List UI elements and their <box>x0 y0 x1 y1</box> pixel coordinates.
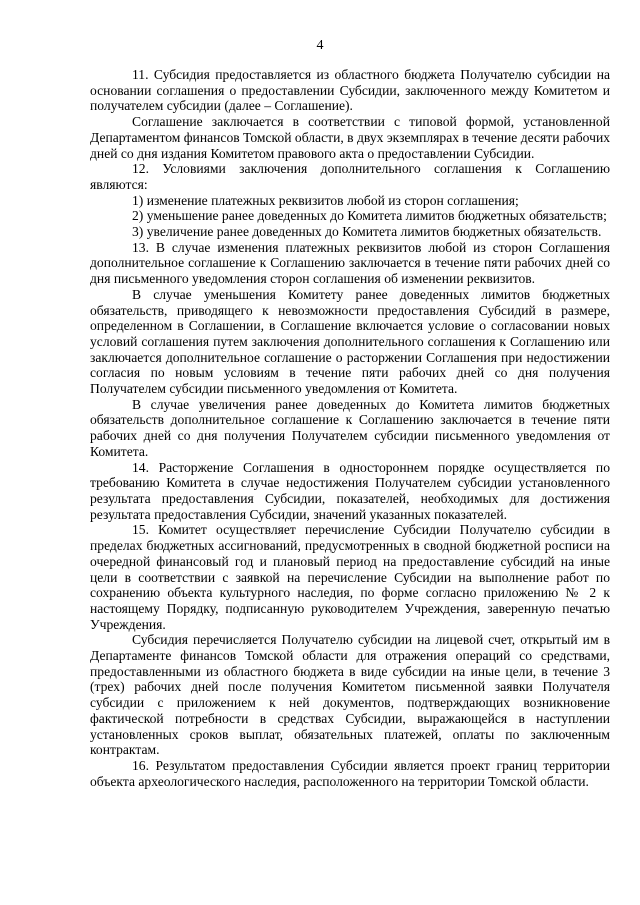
list-item-3: 3) увеличение ранее доведенных до Комитета лимитов бюджетных обязательств. <box>132 224 602 240</box>
paragraph-16: 16. Результатом предоставления Субсидии является проект границ территории объекта археологического наследия, расположенного на территории Томской области. <box>90 757 610 789</box>
document-body <box>90 67 610 789</box>
list-item-2: 2) уменьшение ранее доведенных до Комитета лимитов бюджетных обязательств; <box>132 208 607 224</box>
paragraph-15: 15. Комитет осуществляет перечисление Субсидии Получателю субсидии в пределах бюджетных ассигнований, предусмотренных в сводной бюджетной росписи на очередной финансовый год и плановый период на предоставление субсидий на иные цели в соответствии с заявкой на перечисление Субсидии на выполнение работ по сохранению объекта культурного наследия, по форме согласно приложению № 2 к настоящему Порядку, подписанную руководителем Учреждения, заверенную печатью Учреждения. <box>90 522 610 632</box>
list-item-1: 1) изменение платежных реквизитов любой из сторон соглашения; <box>132 192 519 208</box>
paragraph-13: 13. В случае изменения платежных реквизитов любой из сторон Соглашения дополнительное соглашение к Соглашению заключается в течение пяти рабочих дней со дня письменного уведомления сторон соглашения об изменении реквизитов. <box>90 239 610 287</box>
paragraph-transfer: Субсидия перечисляется Получателю субсидии на лицевой счет, открытый им в Департаменте финансов Томской области для отражения операций со средствами, предоставленными из областного бюджета в виде субсидии на иные цели, в течение 3 (трех) рабочих дней после получения Комитетом письменной заявки Получателя субсидии с приложением к ней документов, подтверждающих возникновение фактической потребности в средствах Субсидии, выражающейся в наступлении установленных сроков выплат, обязательных платежей, оплаты по заключенным контрактам. <box>90 632 610 758</box>
paragraph-11: 11. Субсидия предоставляется из областного бюджета Получателю субсидии на основании соглашения о предоставлении Субсидии, заключенного между Комитетом и получателем субсидии (далее – Соглашение). <box>90 67 610 114</box>
paragraph-14: 14. Расторжение Соглашения в одностороннем порядке осуществляется по требованию Комитета в случае недостижения Получателем субсидии установленного результата предоставления Субсидии, показателей, необходимых для достижения результата предоставления Субсидии, значений указанных показателей. <box>90 459 610 522</box>
paragraph-agreement-terms: Соглашение заключается в соответствии с типовой формой, установленной Департаментом финансов Томской области, в двух экземплярах в течение десяти рабочих дней со дня издания Комитетом правового акта о предоставлении Субсидии. <box>90 114 611 161</box>
paragraph-12: 12. Условиями заключения дополнительного соглашения к Соглашению являются: <box>90 161 610 192</box>
page-number: 4 <box>316 38 324 53</box>
paragraph-limits-increase: В случае увеличения ранее доведенных до Комитета лимитов бюджетных обязательств дополнительное соглашение к Соглашению заключается в течение пяти рабочих дней со дня получения Получателем субсидии письменного уведомления от Комитета. <box>90 396 610 459</box>
paragraph-limits-decrease: В случае уменьшения Комитету ранее доведенных лимитов бюджетных обязательств, приводящего к невозможности предоставления Субсидий в размере, определенном в Соглашении, в Соглашение включается условие о согласовании новых условий соглашения путем заключения дополнительного соглашения к Соглашению или заключается дополнительное соглашение о расторжении Соглашения при недостижении согласия по новым условиям в течение пяти рабочих дней со дня получения Получателем субсидии письменного уведомления от Комитета. <box>90 286 610 397</box>
